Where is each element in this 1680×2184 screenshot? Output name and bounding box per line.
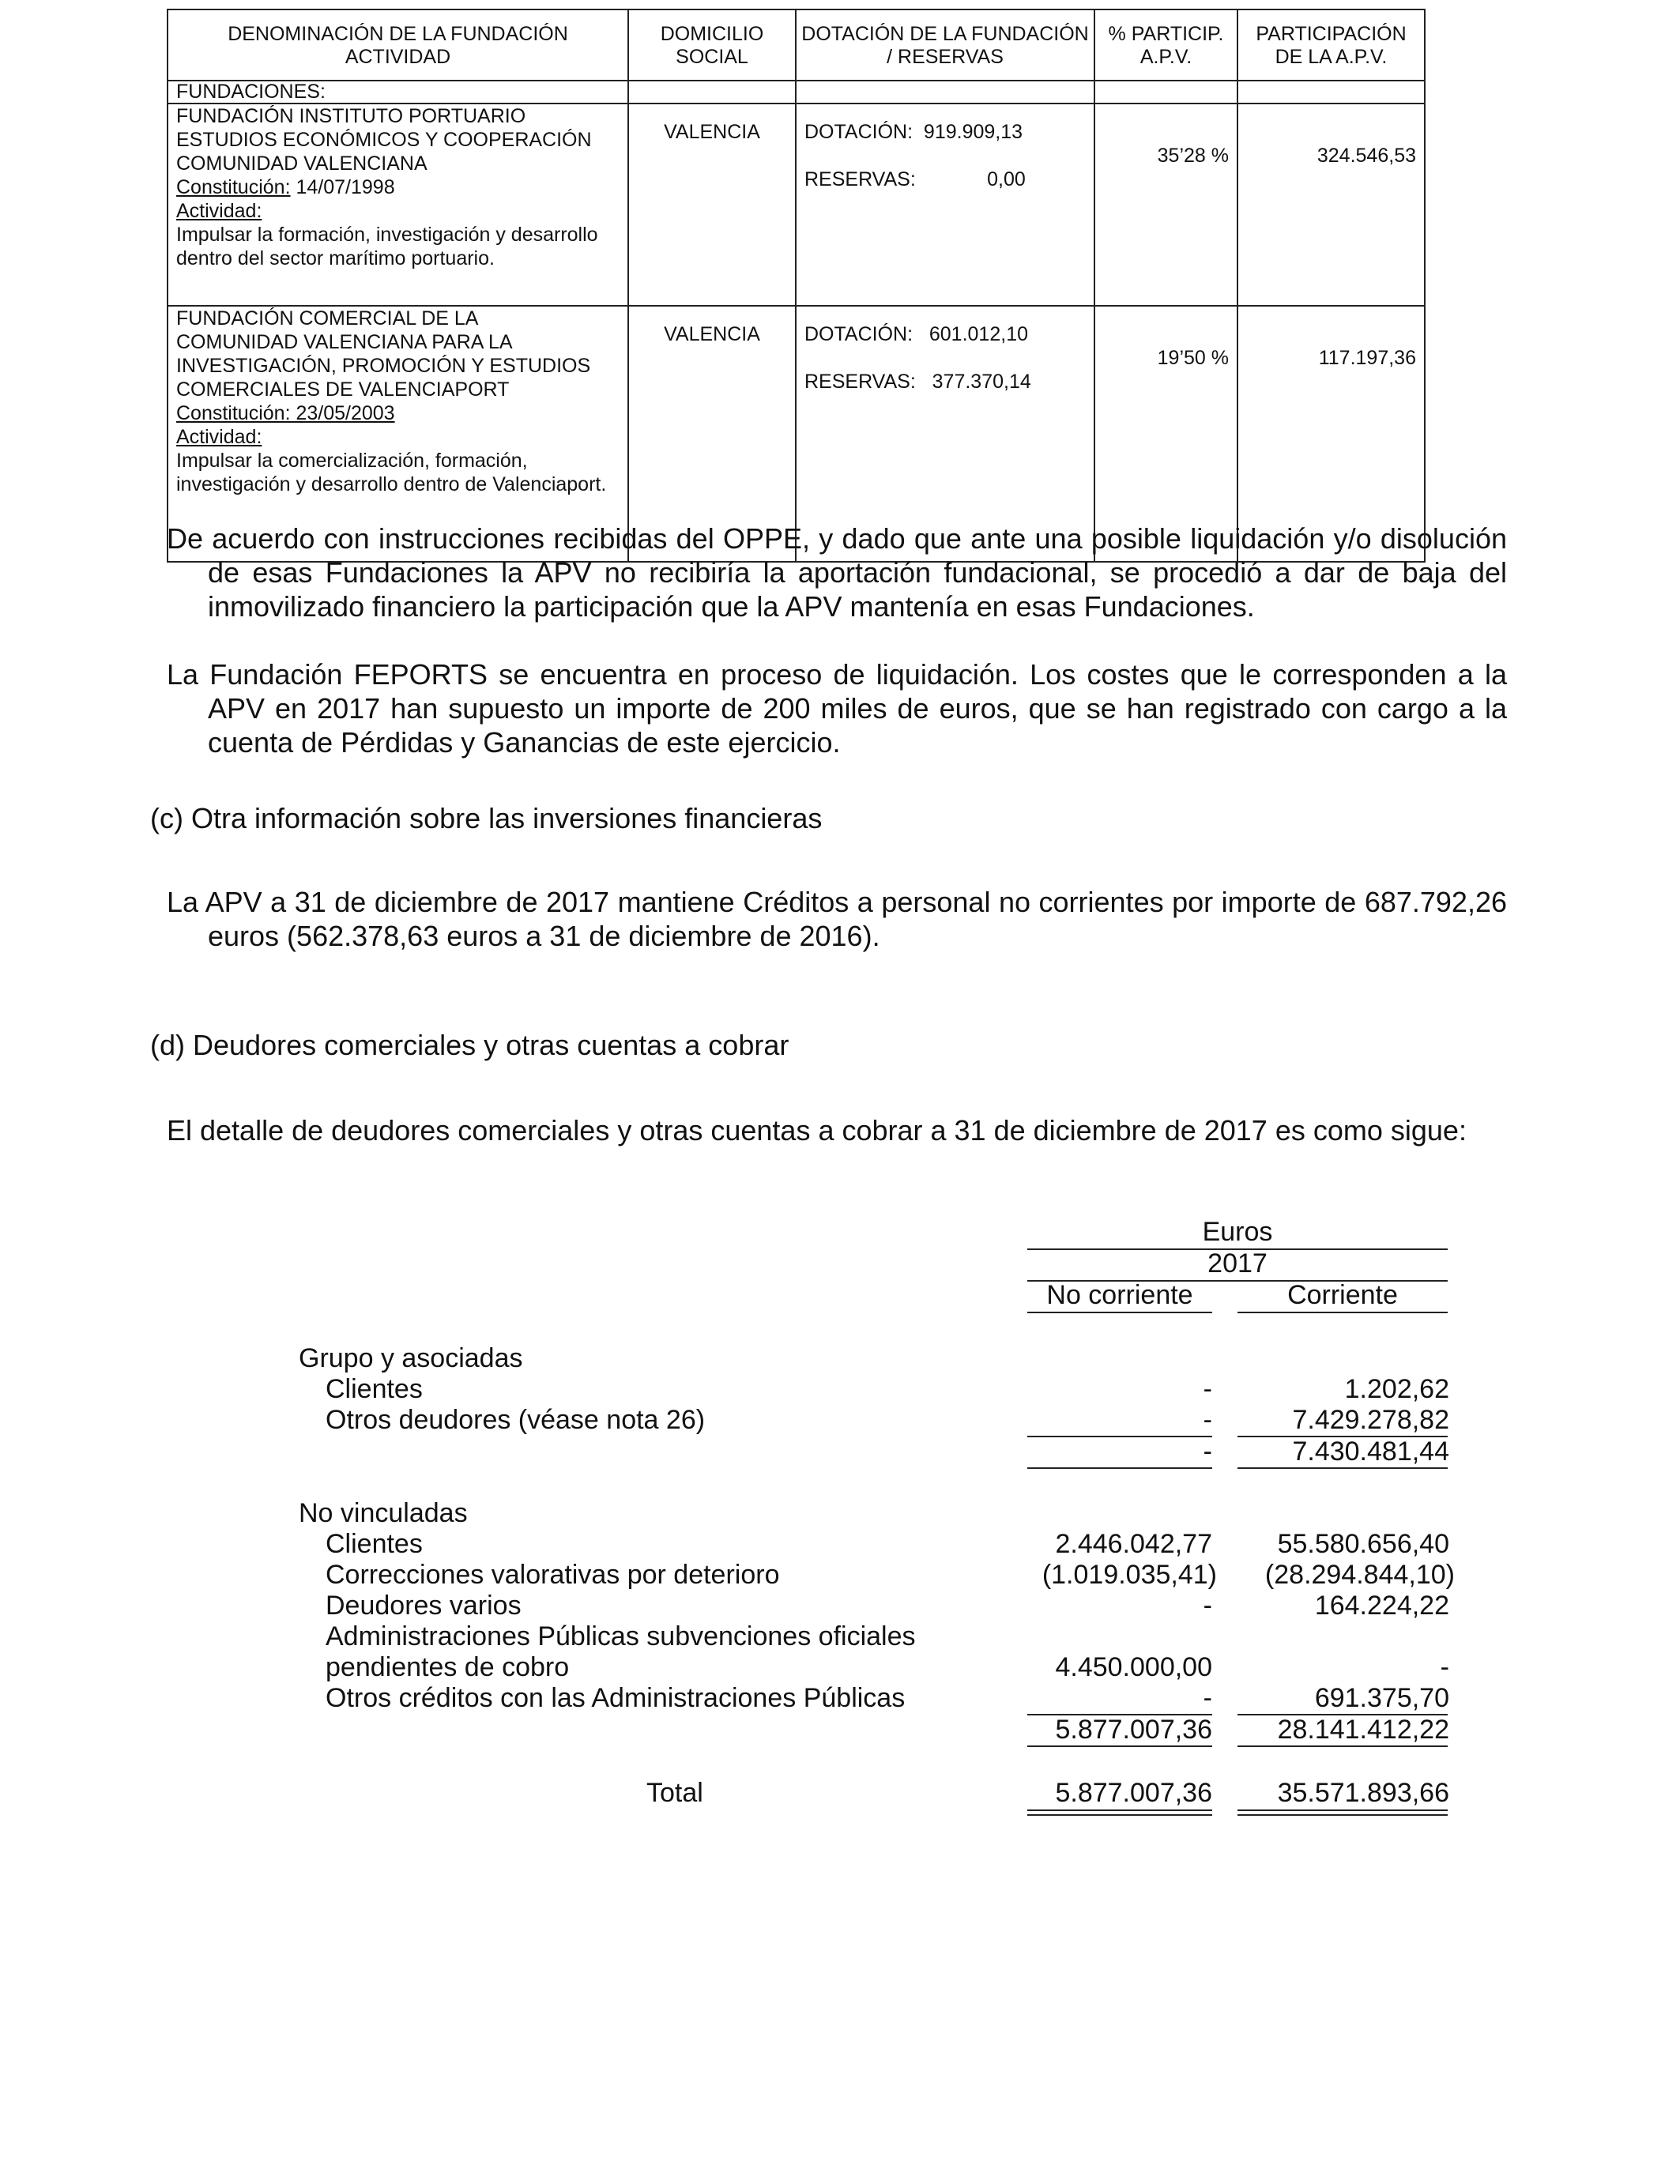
row-label: Administraciones Públicas subvenciones oficiales — [326, 1621, 916, 1651]
subtotal-noncurrent: - — [1203, 1437, 1212, 1467]
row-label: Clientes — [326, 1529, 423, 1559]
row-noncurrent: - — [1203, 1374, 1212, 1404]
foundation-name-line: COMUNIDAD VALENCIANA — [176, 153, 428, 175]
row-current: - — [1440, 1652, 1449, 1682]
paragraph-debtors-intro: El detalle de deudores comerciales y otras cuentas a cobrar a 31 de diciembre de 2017 es como sigue: — [167, 1114, 1467, 1147]
activity-text: Impulsar la formación, investigación y desarrollo dentro del sector marítimo portuario. — [176, 224, 598, 269]
total-label: Total — [646, 1778, 703, 1808]
activity-label: Actividad: — [176, 426, 262, 448]
header-name: DENOMINACIÓN DE LA FUNDACIÓN ACTIVIDAD — [168, 9, 628, 81]
row-current: 164.224,22 — [1314, 1591, 1449, 1621]
row-noncurrent: (1.019.035,41) — [1042, 1560, 1217, 1590]
reservas-value: RESERVAS: 0,00 — [804, 168, 1026, 190]
row-noncurrent: - — [1203, 1683, 1212, 1713]
constitution-date: 14/07/1998 — [290, 176, 395, 198]
subtotal-rule — [1237, 1745, 1448, 1747]
foundation-name-cell — [168, 104, 628, 306]
participation-cell: 117.197,36 — [1237, 306, 1425, 562]
pct-cell: 19’50 % — [1094, 306, 1237, 562]
reservas-value: RESERVAS: 377.370,14 — [804, 371, 1031, 393]
header-domicile: DOMICILIO SOCIAL — [628, 9, 796, 81]
foundation-name-line: FUNDACIÓN INSTITUTO PORTUARIO — [176, 105, 526, 127]
row-label: Otros créditos con las Administraciones Públicas — [326, 1683, 906, 1713]
activity-label: Actividad: — [176, 200, 262, 222]
paragraph-feports: La Fundación FEPORTS se encuentra en proceso de liquidación. Los costes que le corresponden a la APV en 2017 han supuesto un importe de 200 miles de euros, que se han registrado con cargo a la cuenta de Pérdidas y Ganancias de este ejercicio. — [167, 658, 1507, 759]
row-current: (28.294.844,10) — [1264, 1560, 1455, 1590]
dotacion-value: DOTACIÓN: 601.012,10 — [804, 323, 1028, 345]
constitution-label: Constitución: 23/05/2003 — [176, 402, 395, 424]
row-label: Correcciones valorativas por deterioro — [326, 1560, 780, 1590]
domicile-cell: VALENCIA — [628, 306, 796, 562]
row-current: 55.580.656,40 — [1277, 1529, 1449, 1559]
foundation-name-line: FUNDACIÓN COMERCIAL DE LA — [176, 307, 479, 329]
header-rule — [1027, 1312, 1212, 1313]
total-double-rule — [1237, 1809, 1448, 1811]
constitution-label: Constitución: — [176, 176, 291, 198]
row-current: 1.202,62 — [1344, 1374, 1449, 1404]
paragraph-credits: La APV a 31 de diciembre de 2017 mantiene Créditos a personal no corrientes por importe de 687.792,26 euros (562.378,63 euros a 31 de diciembre de 2016). — [167, 886, 1507, 952]
subtotal-rule — [1237, 1467, 1448, 1469]
row-label: Clientes — [326, 1374, 423, 1404]
group-title: No vinculadas — [299, 1498, 468, 1528]
row-label: Otros deudores (véase nota 26) — [326, 1405, 706, 1435]
row-current: 691.375,70 — [1314, 1683, 1449, 1713]
subtotal-current: 7.430.481,44 — [1292, 1437, 1449, 1467]
total-double-rule — [1027, 1814, 1212, 1816]
table-header-row — [168, 9, 1425, 81]
year-header: 2017 — [1207, 1248, 1268, 1278]
endowment-cell — [796, 104, 1094, 306]
group-title: Grupo y asociadas — [299, 1343, 523, 1373]
currency-header: Euros — [1202, 1217, 1273, 1247]
participation-cell: 324.546,53 — [1237, 104, 1425, 306]
foundation-name-line: ESTUDIOS ECONÓMICOS Y COOPERACIÓN — [176, 129, 592, 151]
header-endowment: DOTACIÓN DE LA FUNDACIÓN / RESERVAS — [796, 9, 1094, 81]
row-noncurrent: 2.446.042,77 — [1055, 1529, 1212, 1559]
subtotal-noncurrent: 5.877.007,36 — [1055, 1715, 1212, 1745]
subtotal-current: 28.141.412,22 — [1277, 1715, 1449, 1745]
constitution-line — [176, 175, 620, 199]
col-current-header: Corriente — [1287, 1280, 1398, 1310]
total-double-rule — [1237, 1814, 1448, 1816]
section-heading-c: (c) Otra información sobre las inversiones financieras — [150, 802, 823, 834]
header-participation: PARTICIPACIÓN DE LA A.P.V. — [1237, 9, 1425, 81]
section-heading-d: (d) Deudores comerciales y otras cuentas a cobrar — [150, 1029, 789, 1061]
total-noncurrent: 5.877.007,36 — [1055, 1778, 1212, 1808]
activity-text: Impulsar la comercialización, formación, investigación y desarrollo dentro de Valenciaport. — [176, 450, 607, 495]
foundation-name-line: COMERCIALES DE VALENCIAPORT — [176, 378, 510, 401]
table-row — [168, 104, 1425, 306]
total-current: 35.571.893,66 — [1277, 1778, 1449, 1808]
row-label: Deudores varios — [326, 1591, 522, 1621]
foundations-table — [167, 9, 1426, 563]
header-rule — [1237, 1312, 1448, 1313]
subtotal-rule — [1027, 1467, 1212, 1469]
row-label: pendientes de cobro — [326, 1652, 570, 1682]
section-row — [168, 81, 1425, 104]
col-noncurrent-header: No corriente — [1046, 1280, 1193, 1310]
paragraph-oppe: De acuerdo con instrucciones recibidas del OPPE, y dado que ante una posible liquidación y/o disolución de esas Fundaciones la APV no recibiría la aportación fundacional, se procedió a dar de baja del inmovilizado financiero la participación que la APV mantenía en esas Fundaciones. — [167, 522, 1507, 623]
total-double-rule — [1027, 1809, 1212, 1811]
section-label: FUNDACIONES: — [168, 81, 628, 104]
foundation-name-line: INVESTIGACIÓN, PROMOCIÓN Y ESTUDIOS — [176, 355, 591, 377]
domicile-cell: VALENCIA — [628, 104, 796, 306]
header-pct: % PARTICIP. A.P.V. — [1094, 9, 1237, 81]
row-noncurrent: - — [1203, 1591, 1212, 1621]
subtotal-rule — [1027, 1745, 1212, 1747]
row-current: 7.429.278,82 — [1292, 1405, 1449, 1435]
subtotal-rule — [1027, 1436, 1212, 1437]
row-noncurrent: 4.450.000,00 — [1055, 1652, 1212, 1682]
dotacion-value: DOTACIÓN: 919.909,13 — [804, 121, 1023, 143]
row-noncurrent: - — [1203, 1405, 1212, 1435]
foundation-name-line: COMUNIDAD VALENCIANA PARA LA — [176, 331, 513, 353]
pct-cell: 35’28 % — [1094, 104, 1237, 306]
